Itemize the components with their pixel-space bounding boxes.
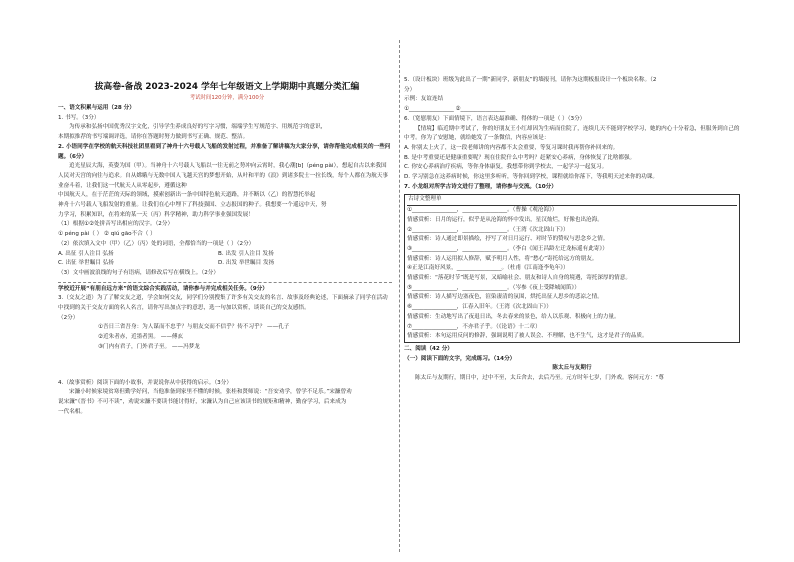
- answer-option: D. 出发 举世瞩目 发扬: [218, 260, 275, 267]
- text-line: ①________________ ②________________: [404, 106, 506, 113]
- table-row: 情感赏析：生动地写出了夜退日出，冬去春来的景色，给人以乐观、积极向上的力量。: [407, 313, 620, 320]
- text-line: D. 学习别急在这养病时候，你这里多听听，等你回到学校，课程就给你落下，等我明天过来你的功课。: [404, 174, 658, 181]
- table-row: 情感赏析：“落花时节”既是写景，又暗喻社会、朋友和诗人自身的境遇，寄托深厚的情意。: [407, 275, 631, 282]
- right-column: [404, 76, 740, 384]
- text-line: 分）: [404, 86, 416, 93]
- text-line: 1. 书写。（3分）: [58, 114, 100, 121]
- paragraph: 陈太丘与友期行，期日中，过中不至，太丘舍去，去后乃至。元方时年七岁，门外戏。客问元方：“尊: [415, 375, 665, 382]
- text-line: 5.（设计板块）班级为此出了一期“新同学，新朋友”的墙报刊，请你为这期板报设计一个板块名称。（2: [404, 77, 657, 83]
- section-heading: 2. 小语同学在学校的航天科技社团里看到了神舟十六号载人飞船的发射过程，并准备了解讲稿为大家分享，请你帮他完成相关的一些问题。（6分）: [58, 143, 391, 160]
- option-row: [58, 250, 392, 260]
- answer-option: C. 出征 举世瞩目 弘扬: [58, 260, 114, 267]
- paragraph: 为传承和弘扬中国优秀汉字文化，引导学生养成良好的写字习惯，端端学生写规范字、用规范字的意识，: [69, 124, 327, 131]
- table-header: 古诗文整理单: [407, 195, 737, 206]
- text-line: 力学习，积累知识，在将来的某一天（丙）科学精神，助力科学事业强国发展！: [58, 211, 254, 218]
- text-line: 神舟十六号载人飞船发射的重量。让我们在心中埋下了科技强国、立志报国的种子。我想要一个遥远中天，努: [58, 202, 327, 209]
- text-line: 一代名相。: [58, 408, 86, 415]
- section-heading: 7. 小龙组对所学古诗文进行了整理，请你参与交流。（10分）: [404, 183, 557, 190]
- table-row: 情感赏析：诗人通过即景描绘，抒写了对日月运行、对时节的赞叹与思念乡之情。: [407, 236, 609, 243]
- poem-table: [404, 194, 740, 343]
- paragraph: 【情境】临近期中考试了，你的好朋友王小红却因为生病而住院了，连续几天不能到学校学习，她的内心十分着急，但服务到自己的中考。你为了安慰她，就给她发了一条微信，内容应该是：: [404, 125, 740, 142]
- text-line: 说宋濂“《晋书》不可不读”，劝说宋濂不要读书能讨得好，宋濂认为自己应该读书的规矩和精神，勤奋学习，后来成为: [58, 398, 347, 405]
- text-line: （2）依次填入文中（甲）（乙）（丙）处的词语，全都恰当的一项是（ ）（2分）: [58, 240, 255, 247]
- table-row: ⑦________________，不亦君子乎。（《论语》十二章）: [407, 323, 541, 330]
- left-column: [58, 104, 392, 417]
- page-subtitle: 考试时间120分钟，满分100分: [189, 95, 265, 101]
- table-row: ④正是江南好风景，________________。（杜甫《江南逢李龟年》）: [407, 265, 569, 272]
- table-row: ②________________，________________。（王湾《次北固山下》）: [407, 226, 569, 233]
- answer-option: A. 出征 引人注目 弘扬: [58, 250, 114, 257]
- page-title: 拔高卷-备战 2023-2024 学年七年级语文上学期期中真题分类汇编: [94, 82, 360, 92]
- section-heading: 一、语文积累与运用（28 分）: [58, 105, 135, 111]
- text-line: A. 你别太上火了，这一段老师讲的内容都不太会重要，等复习课时我再帮你补回来的。: [404, 144, 619, 151]
- table-row: ③________________，________________。（李白《闻王昌龄左迁龙标遥有此寄》）: [407, 245, 608, 252]
- passage-title: 陈太丘与友期行: [552, 365, 592, 372]
- text-line: （2分）: [58, 314, 79, 321]
- text-line: B. 是中考重要还是健康重要呢？现在住院什么中考吗？赶紧安心养病，身体恢复了比啥都强。: [404, 154, 636, 161]
- section-heading: 二、阅读（42 分）: [404, 345, 453, 352]
- answer-option: B. 出发 引人注目 发扬: [218, 250, 274, 257]
- quote-line: ②近朱者赤，近墨者黑。 ——傅玄: [98, 334, 184, 341]
- section-heading: 学校近开展“有朋自远方来”的语文综合实践活动，请你参与并完成相关任务。（9分）: [58, 285, 268, 292]
- text-line: 本期拟推荐的书写端调评选，请你在答题时努力做到书写正确、规范、整洁。: [58, 134, 249, 141]
- table-row: 情感赏析：诗人描写边塞夜色，渲染凄清的氛围，烘托出征人思乡的悲凉之情。: [407, 294, 603, 301]
- section-heading: （一）阅读下面的文字，完成练习。（14分）: [404, 355, 516, 362]
- table-row: ⑥________________，江春入旧年。（王湾《次北固山下》）: [407, 304, 552, 311]
- quote-line: ①吾日三省吾身：为人谋而不忠乎？与朋友交而不信乎？传不习乎？ ——孔子: [98, 324, 290, 331]
- table-row: 情感赏析：诗人运用拟人修辞，赋予明月人性，将“愁心”寄托给远方的朋友。: [407, 255, 598, 262]
- text-line: 示例：友谊连结: [404, 96, 444, 103]
- text-line: C. 你安心养病治疗疾病，等你身体康复，我想带你到学校去，一起学习一起复习。: [404, 164, 608, 171]
- paragraph: 宋濂小时候家境贫寒但勤学好问，当他准备到家里不懂的时候，张桂和贤师说：“吾安劝学，曾学不足乐。”宋濂曾劝: [69, 389, 352, 396]
- text-line: ① péng pài（ ） ② qiú gāo不合（ ）: [58, 231, 156, 238]
- text-line: （1）根据①②处拼音写出相应的汉字。（2分）: [58, 221, 174, 228]
- column-divider: [399, 40, 400, 552]
- option-row: [58, 259, 392, 269]
- paragraph: 追光星辰大海，英姿为国（甲）。当神舟十六号载人飞船以一往无前之势冲向云霄时，我心潮[b]（péng pài），想起自古以来我国人民对天宫的向往与追求。自从嫦娥与无数中国人飞越天宫的梦想开始，从叶和平的《浪》到诸多院士一拉长线，每个人都在为航天事业奋斗着，让我们这一代航天人从零起步，遵循这种: [58, 163, 389, 189]
- answer-space: [58, 353, 392, 379]
- section-divider: [58, 282, 392, 283]
- table-row: 情感赏析：本句运用反问的修辞，强调说明了被人误会、不理解，也不生气，这才是君子的品质。: [407, 333, 648, 340]
- text-line: 4.（故事赏析）阅读下面的小故事，并说说你从中获得的启示。（3分）: [58, 379, 232, 386]
- table-row: ①________________，________________。（曹操《观沧海》）: [407, 207, 558, 214]
- text-line: 中国航天人，在于茫茫的天际的领域，摸索创新出一条中国特色航天道路，并不断以（乙）的智慧托举起: [58, 192, 316, 199]
- quote-line: ③门内有君子，门外君子至。 ——冯梦龙: [98, 343, 200, 350]
- text-line: 6.（宽慰朋友）下面情境下，语言表达最准确、得体的一项是（ ）（3分）: [404, 115, 586, 122]
- table-row: 情感赏析：日月的运行，似乎是从沧海的怀中发出，星汉灿烂，好像也出沧海。: [407, 216, 603, 223]
- text-line: 3.（交友之道）为了了解交友之道，学会如何交友，同学们分别搜集了许多有关交友的名言、故事及经典论述，下面摘录了同学在活动中找到的关于交友方面的名人名言，请你写出加点字的意思，选一句加以赏析，谈谈自己的交友感悟。: [58, 295, 388, 312]
- text-line: （3）文中画波浪线的句子有语病，请修改后写在横线上。（2分）: [58, 269, 219, 276]
- table-row: ⑤________________，________________。（岑参《夜上受降城闻笛》）: [407, 284, 580, 291]
